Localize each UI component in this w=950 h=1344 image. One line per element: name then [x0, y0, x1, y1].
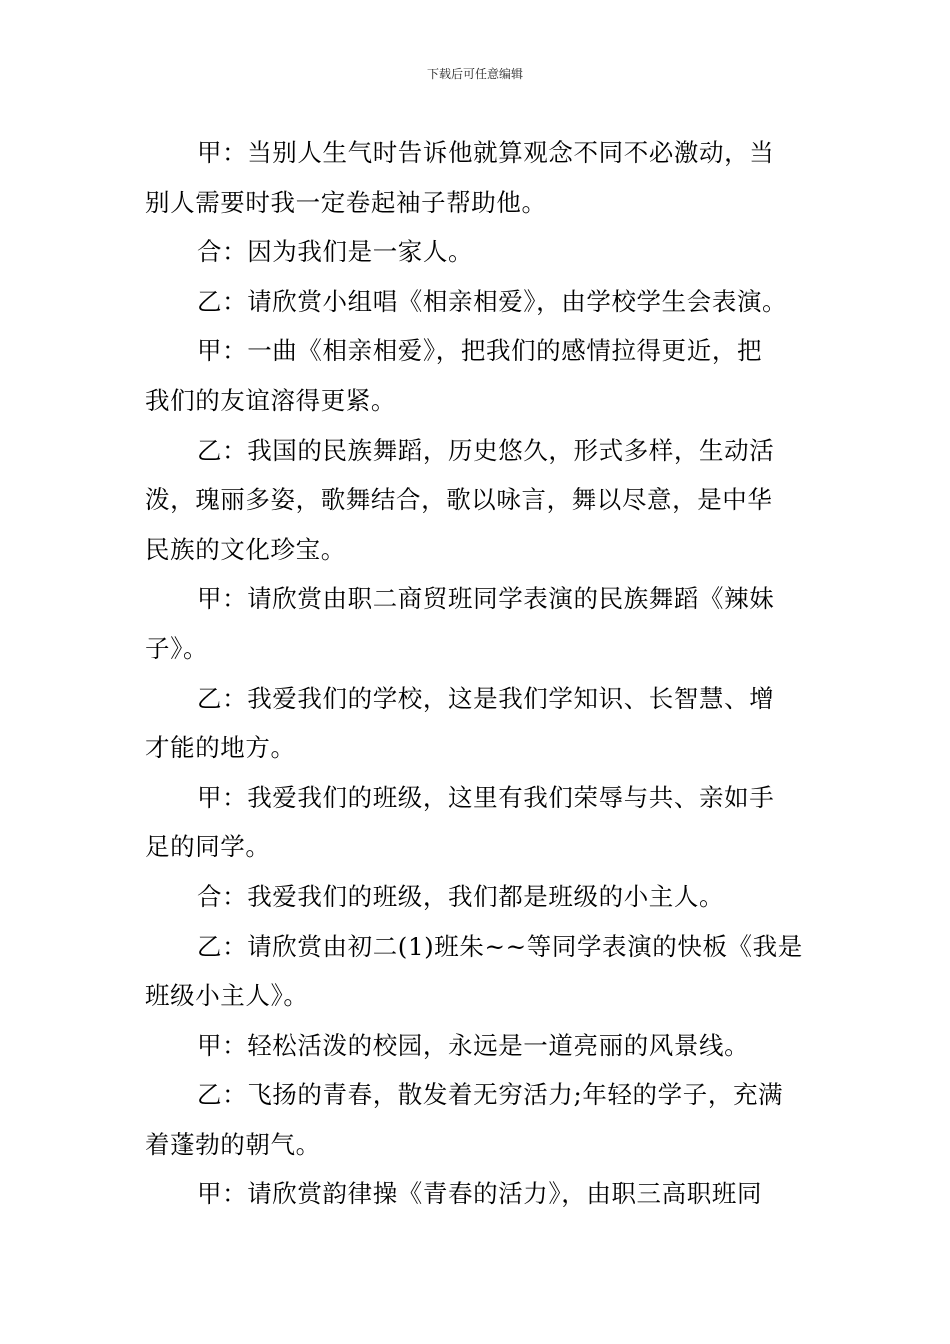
document-body: [145, 128, 807, 1219]
text-line: 甲：请欣赏韵律操《青春的活力》，由职三高职班同: [197, 1179, 763, 1209]
text-line: 乙：我国的民族舞蹈，历史悠久，形式多样，生动活: [197, 435, 775, 465]
text-line: 乙：请欣赏由初二(1)班朱~~等同学表演的快板《我是: [197, 931, 803, 961]
text-line: 泼，瑰丽多姿，歌舞结合，歌以咏言，舞以尽意，是中华: [145, 485, 773, 515]
text-line: 着蓬勃的朝气。: [145, 1129, 321, 1159]
text-line: 子》。: [145, 633, 209, 663]
text-line: 足的同学。: [145, 832, 271, 862]
text-line: 乙：请欣赏小组唱《相亲相爱》，由学校学生会表演。: [197, 286, 788, 316]
text-line: 甲：轻松活泼的校园，永远是一道亮丽的风景线。: [197, 1030, 750, 1060]
text-line: 甲：一曲《相亲相爱》，把我们的感情拉得更近，把: [197, 336, 763, 366]
text-line: 甲：请欣赏由职二商贸班同学表演的民族舞蹈《辣妹: [197, 584, 775, 614]
text-line: 合：我爱我们的班级，我们都是班级的小主人。: [197, 881, 725, 911]
text-line: 乙：我爱我们的学校，这是我们学知识、长智慧、增: [197, 683, 775, 713]
page-header: 下载后可任意编辑: [426, 67, 523, 81]
text-line: 才能的地方。: [145, 733, 296, 763]
text-line: 合：因为我们是一家人。: [197, 237, 474, 267]
text-line: 别人需要时我一定卷起袖子帮助他。: [145, 187, 547, 217]
text-line: 民族的文化珍宝。: [145, 534, 346, 564]
text-line: 乙：飞扬的青春，散发着无穷活力;年轻的学子，充满: [197, 1080, 784, 1110]
text-line: 甲：当别人生气时告诉他就算观念不同不必激动，当: [197, 138, 775, 167]
text-line: 甲：我爱我们的班级，这里有我们荣辱与共、亲如手: [197, 782, 775, 812]
text-line: 我们的友谊溶得更紧。: [145, 385, 396, 415]
text-line: 班级小主人》。: [145, 981, 309, 1011]
